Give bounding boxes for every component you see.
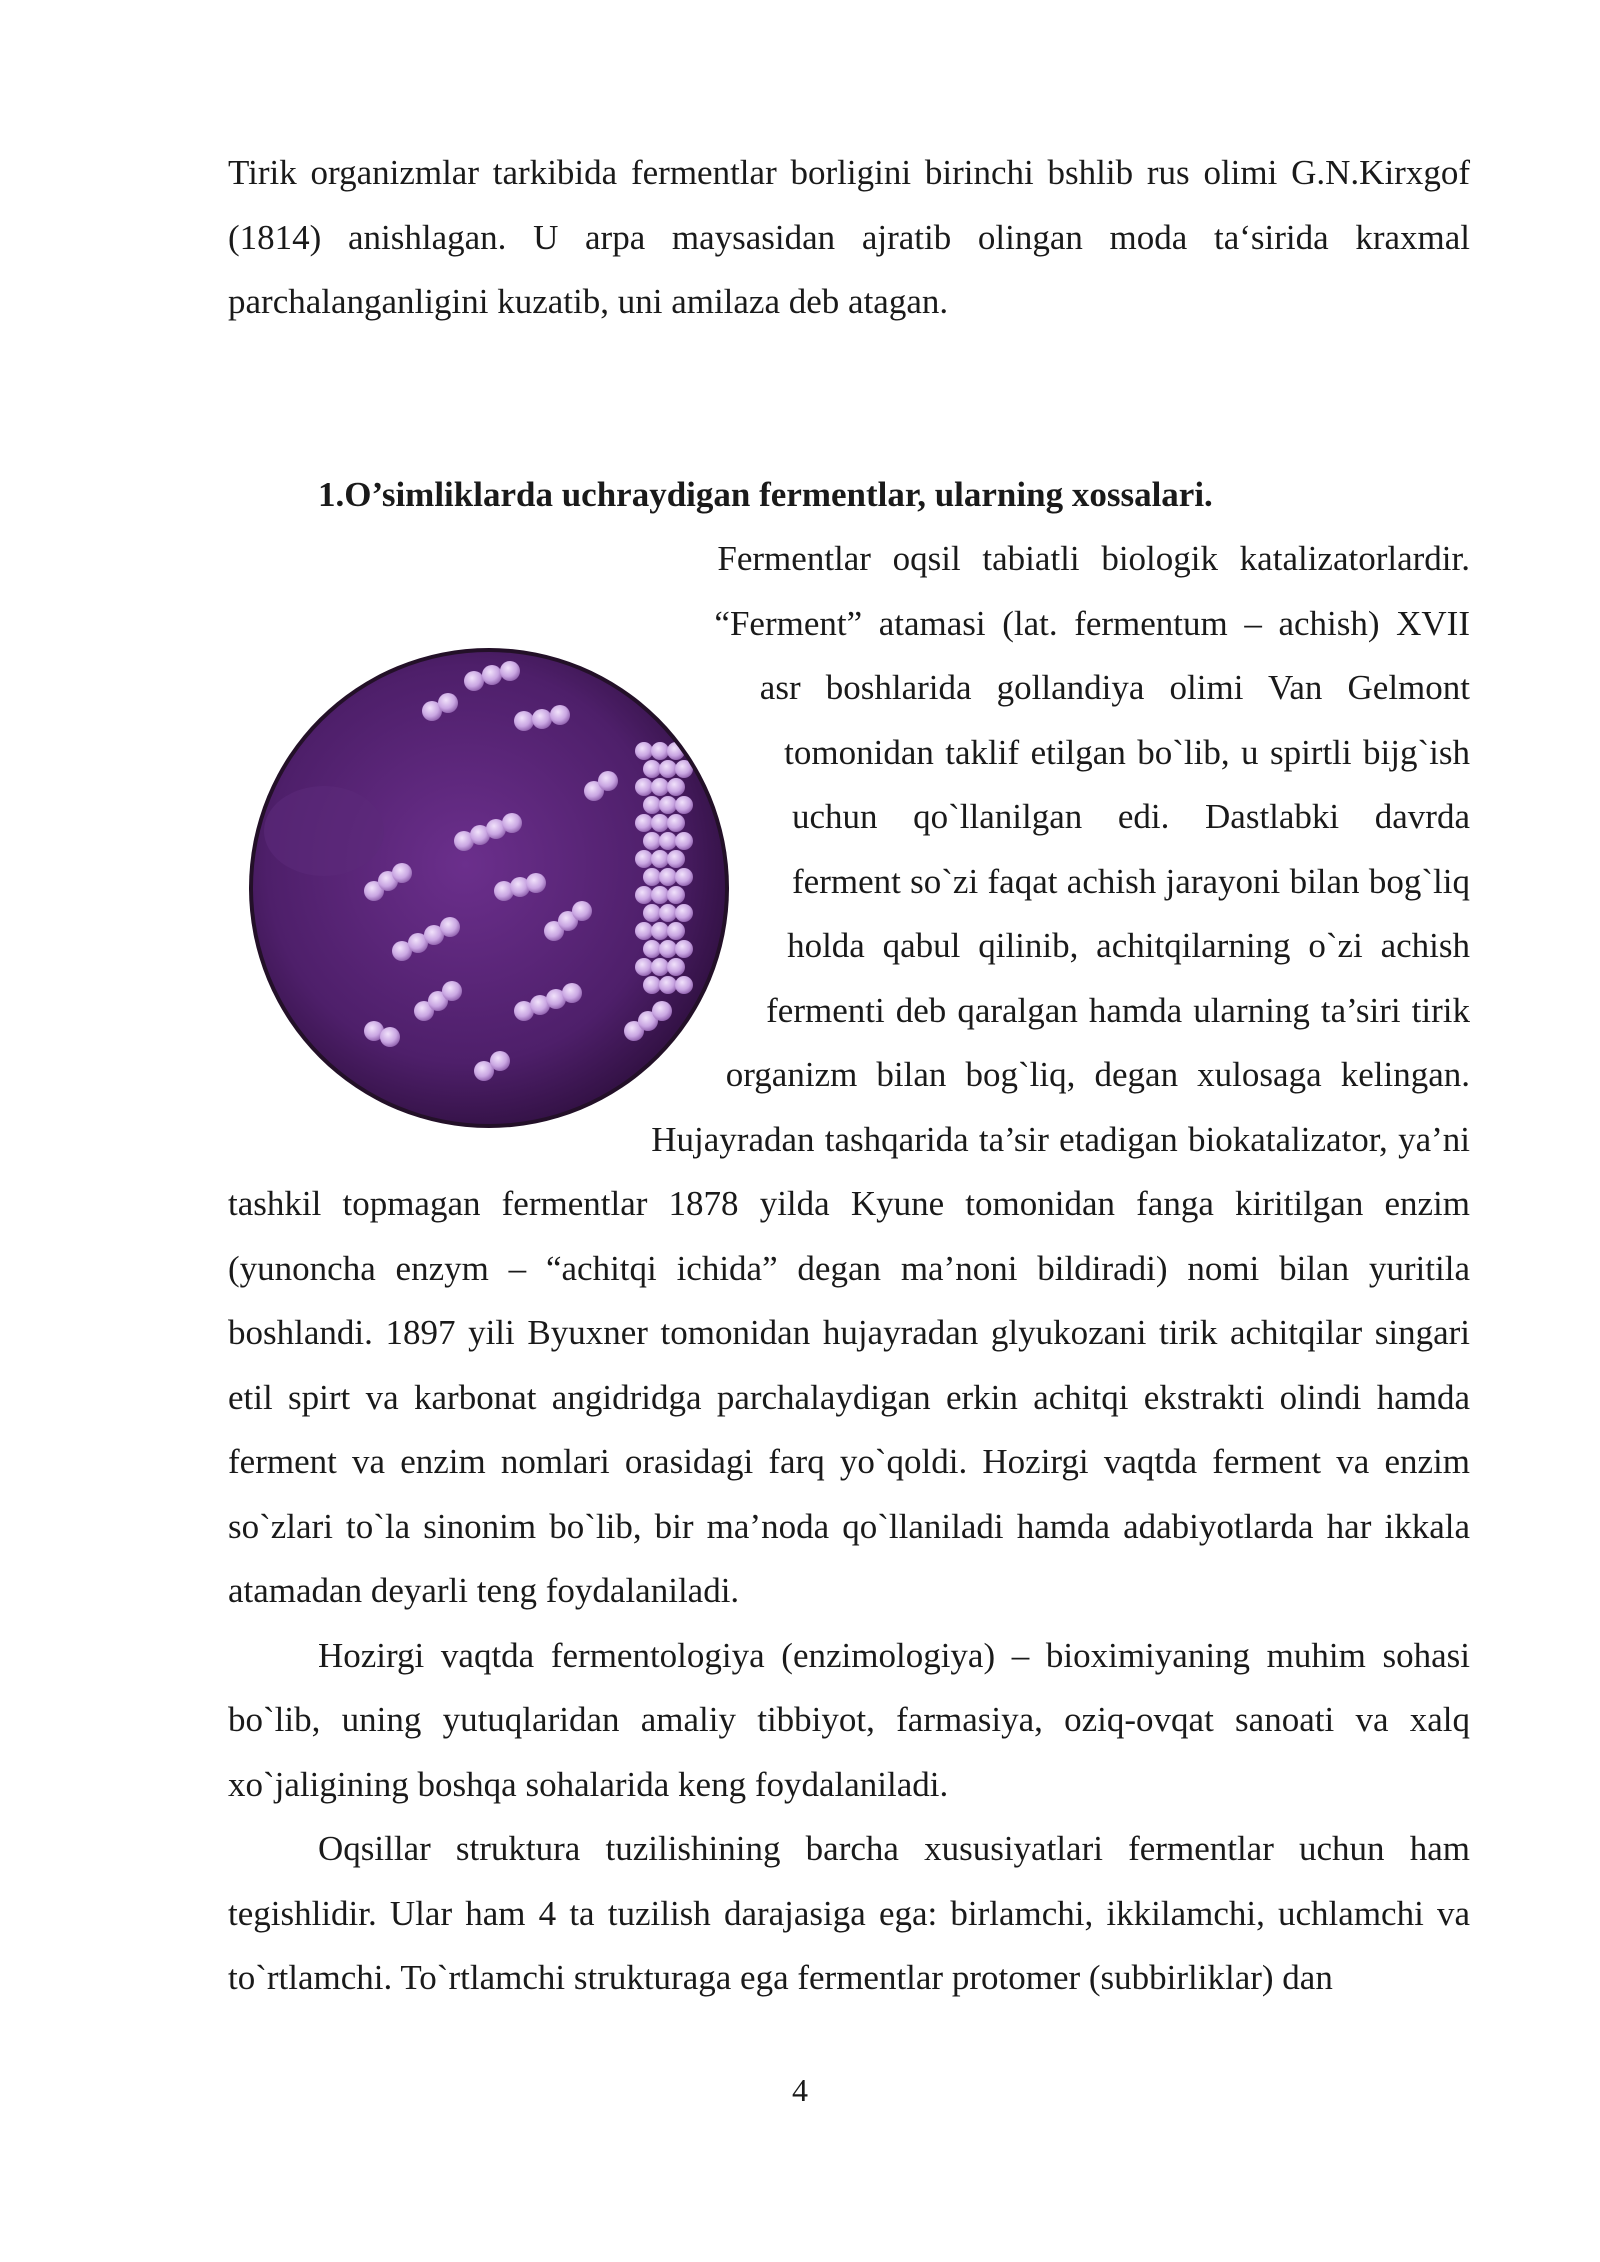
bacterium-cell: [675, 796, 693, 814]
bacterium-cell: [572, 901, 592, 921]
micrograph-image: [224, 591, 776, 1185]
intro-paragraph: Tirik organizmlar tarkibida fermentlar borligini birinchi bshlib rus olimi G.N.Kirxgof (1814) anishlagan. U arpa maysasidan ajratib olingan moda ta‘sirida kraxmal parchalanganligini kuzatib, uni amilaza deb atagan.: [228, 153, 1470, 321]
bacterium-cell: [514, 711, 534, 731]
bacterium-cell: [651, 922, 669, 940]
bacterium-cell: [500, 661, 520, 681]
section-heading: 1.O’simliklarda uchraydigan fermentlar, ularning xossalari.: [318, 475, 1213, 514]
intro-section: [228, 141, 1470, 335]
bacterium-cell: [562, 983, 582, 1003]
bacterium-cell: [635, 958, 653, 976]
bacterium-cell: [659, 904, 677, 922]
bacterium-cell: [675, 976, 693, 994]
bacterium-cell: [532, 709, 552, 729]
bacterium-cell: [667, 922, 685, 940]
bacterium-cell: [643, 904, 661, 922]
bacterium-cell: [643, 796, 661, 814]
bacterium-cell: [675, 868, 693, 886]
bacterium-cell: [550, 705, 570, 725]
bacterium-cell: [635, 886, 653, 904]
body-paragraph-2: Hozirgi vaqtda fermentologiya (enzimologiya) – bioximiyaning muhim sohasi bo`lib, uning yutuqlaridan amaliy tibbiyot, farmasiya, oziq-ovqat sanoati va xalq xo`jaligining boshqa sohalarida keng foydalaniladi.: [228, 1635, 1470, 1804]
bacterium-cell: [651, 742, 669, 760]
bacterium-cell: [659, 760, 677, 778]
bacterium-cell: [643, 760, 661, 778]
bacterium-cell: [635, 850, 653, 868]
bacterium-cell: [659, 868, 677, 886]
bacterium-cell: [667, 886, 685, 904]
bacterium-cell: [482, 665, 502, 685]
bacterium-cell: [635, 778, 653, 796]
bacterium-cell: [380, 1027, 400, 1047]
bacterium-cell: [643, 868, 661, 886]
bacterium-cell: [659, 796, 677, 814]
bacterium-cell: [652, 1001, 672, 1021]
bacterium-cell: [442, 981, 462, 1001]
bacterium-cell: [526, 873, 546, 893]
body-section: [228, 527, 1470, 2011]
bacterium-cell: [643, 976, 661, 994]
bacterium-cell: [651, 814, 669, 832]
bacterium-cell: [440, 917, 460, 937]
bacterium-cell: [675, 832, 693, 850]
body-paragraph-1: Fermentlar oqsil tabiatli biologik katalizatorlardir. “Ferment” atamasi (lat. fermentum – achish) XVII asr boshlarida gollandiya olimi Van Gelmont tomonidan taklif etilgan bo`lib, u spirtli bijg`ish uchun qo`llanilgan edi. Dastlabki davrda ferment so`zi faqat achish jarayoni bilan bog`liq holda qabul qilinib, achitqilarning o`zi achish fermenti deb qaralgan hamda ularning ta’siri tirik organizm bilan bog`liq, degan xulosaga kelingan. Hujayradan tashqarida ta’sir etadigan biokatalizator, ya’ni tashkil topmagan fermentlar 1878 yilda Kyune tomonidan fanga kiritilgan enzim (yunoncha enzym – “achitqi ichida” degan ma’noni bildiradi) nomi bilan yuritila boshlandi. 1897 yili Byuxner tomonidan hujayradan glyukozani tirik achitqilar singari etil spirt va karbonat angidridga parchalaydigan erkin achitqi ekstrakti olindi hamda ferment va enzim nomlari orasidagi farq yo`qoldi. Hozirgi vaqtda ferment va enzim so`zlari to`la sinonim bo`lib, bir ma’noda qo`llaniladi hamda adabiyotlarda har ikkala atamadan deyarli teng foydalaniladi.: [228, 539, 1470, 1610]
bacterium-cell: [667, 814, 685, 832]
bacterium-cell: [635, 742, 653, 760]
bacterium-cell: [651, 778, 669, 796]
body-paragraph-3: Oqsillar struktura tuzilishining barcha xususiyatlari fermentlar uchun ham tegishlidir. Ular ham 4 ta tuzilish darajasiga ega: birlamchi, ikkilamchi, uchlamchi va to`rtlamchi. To`rtlamchi strukturaga ega fermentlar protomer (subbirliklar) dan: [228, 1829, 1470, 1997]
bacterium-cell: [643, 940, 661, 958]
page-number: 4: [792, 2072, 808, 2108]
bacterium-cell: [667, 778, 685, 796]
bacterium-cell: [675, 940, 693, 958]
bacterium-cell: [392, 863, 412, 883]
bacterium-cell: [659, 976, 677, 994]
bacterium-cell: [643, 832, 661, 850]
bacteria-micrograph-figure: [224, 591, 776, 1185]
bacterium-cell: [667, 958, 685, 976]
bacterium-cell: [651, 958, 669, 976]
bacterium-cell: [659, 940, 677, 958]
bacterium-cell: [490, 1051, 510, 1071]
bacterium-cell: [651, 886, 669, 904]
bacterium-cell: [464, 671, 484, 691]
bacterium-cell: [438, 693, 458, 713]
bacterium-cell: [675, 904, 693, 922]
bacterium-cell: [651, 850, 669, 868]
bacterium-cell: [659, 832, 677, 850]
bacterium-cell: [502, 813, 522, 833]
bacterium-cell: [598, 771, 618, 791]
bacterium-cell: [635, 814, 653, 832]
bacterium-cell: [635, 922, 653, 940]
bacterium-cell: [667, 850, 685, 868]
